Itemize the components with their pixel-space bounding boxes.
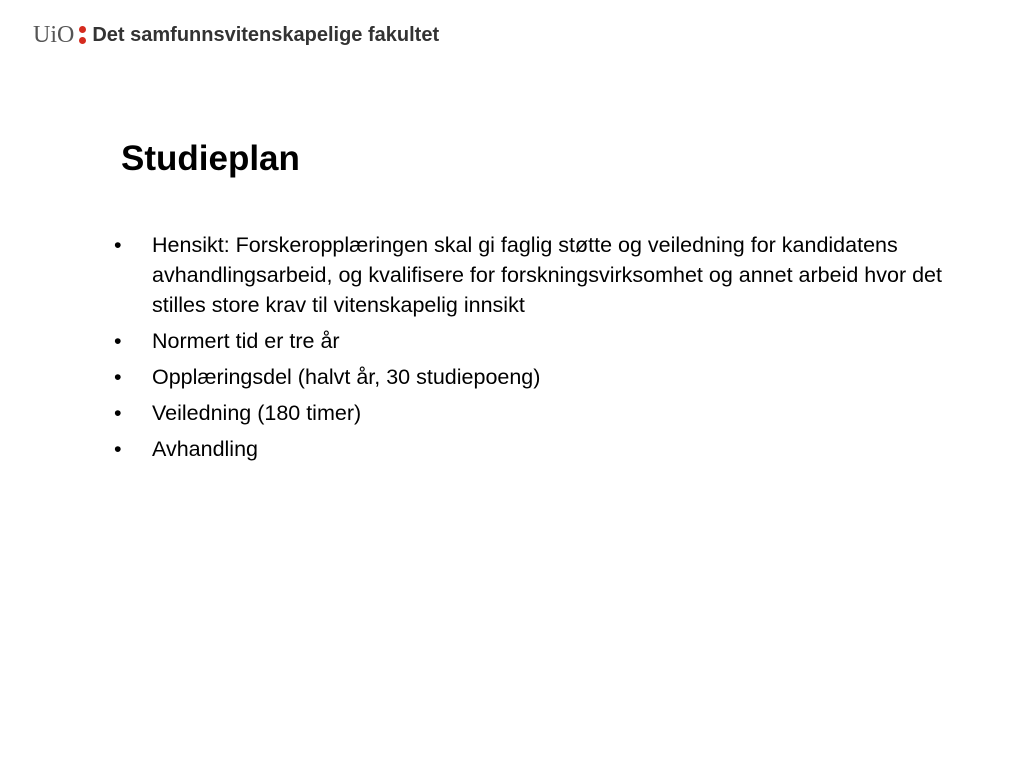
bullet-icon: •: [114, 437, 122, 461]
colon-dot-bottom: [79, 37, 86, 44]
uio-wordmark: UiO: [33, 22, 75, 48]
slide-title: Studieplan: [121, 139, 300, 178]
bullet-icon: •: [114, 233, 122, 257]
bullet-item: [113, 362, 973, 392]
bullet-text: Hensikt: Forskeropplæringen skal gi faglig støtte og veiledning for kandidatens avhandlingsarbeid, og kvalifisere for forskningsvirksomhet og annet arbeid hvor det stilles store krav til vitenskapelig innsikt: [152, 233, 942, 317]
bullet-text: Avhandling: [152, 437, 258, 461]
faculty-logo: [33, 20, 439, 50]
colon-dot-top: [79, 26, 86, 33]
bullet-icon: •: [114, 401, 122, 425]
bullet-item: [113, 434, 973, 464]
uio-colon-icon: [79, 20, 86, 50]
bullet-list: [113, 230, 973, 470]
faculty-name: Det samfunnsvitenskapelige fakultet: [92, 24, 440, 46]
bullet-text: Opplæringsdel (halvt år, 30 studiepoeng): [152, 365, 541, 389]
bullet-text: Veiledning (180 timer): [152, 401, 362, 425]
bullet-item: [113, 398, 973, 428]
bullet-item: [113, 230, 973, 320]
bullet-text: Normert tid er tre år: [152, 329, 340, 353]
bullet-icon: •: [114, 365, 122, 389]
bullet-icon: •: [114, 329, 122, 353]
bullet-item: [113, 326, 973, 356]
